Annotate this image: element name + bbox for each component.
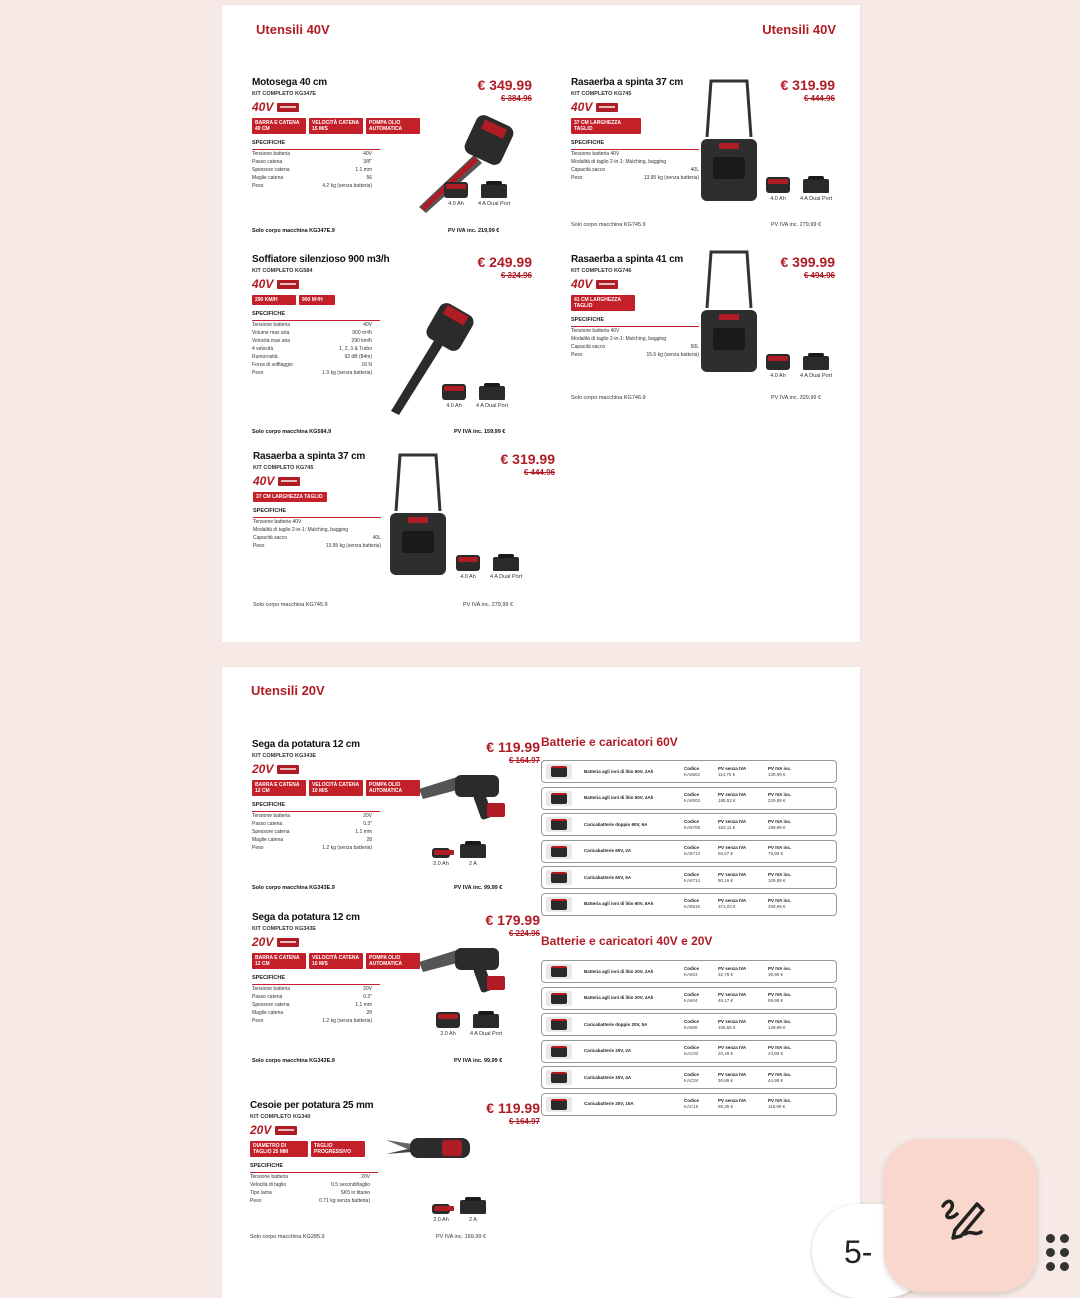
spec-row: Peso 1.2 kg (senza batteria) (252, 1018, 372, 1024)
battery-product-icon (546, 791, 572, 806)
acc-label: 4.0 Ah (460, 574, 476, 580)
price: € 319.99 (500, 451, 555, 467)
product-lawnmower-37 (571, 77, 851, 237)
acc-label: 2 A (469, 1217, 477, 1223)
battery-desc: Caricabatterie 20V, 4A (584, 1074, 632, 1080)
battery-desc: Batteria agli ioni di litio 60V, 2Ah (584, 768, 654, 774)
specs-title: SPECIFICHE (571, 317, 699, 327)
specs-title: SPECIFICHE (252, 140, 380, 150)
product-kit: KIT COMPLETO KG343E (252, 926, 317, 932)
voltage-label: 40V (252, 100, 274, 114)
battery-pack-icon (766, 177, 790, 193)
product-kit: KIT COMPLETO KG343E (252, 753, 317, 759)
battery-product-icon (546, 1097, 572, 1112)
battery-pack-icon (432, 1204, 450, 1214)
spec-row: Maglie catena 28 (252, 837, 372, 843)
battery-pvi: PV IVA inc. 59,99 € (768, 992, 792, 1003)
spec-row: Peso 0.71 kg senza batteria) (250, 1198, 370, 1204)
pruning-shears-image (382, 1128, 482, 1168)
product-pruning-saw-b (252, 912, 540, 1072)
charger-icon (460, 1200, 486, 1214)
battery-product-icon (546, 844, 572, 859)
charger-icon (460, 844, 486, 858)
battery-pv: PV senza IVA 65,57 € (718, 845, 747, 856)
price-iva: PV IVA inc. 279,99 € (771, 222, 822, 228)
charger-icon (481, 184, 507, 198)
battery-row (541, 987, 837, 1010)
price-iva: PV IVA inc. 219,99 € (448, 228, 500, 234)
acc-label: 4 A Dual Port (476, 403, 509, 409)
feature-badge: POMPA OLIO AUTOMATICA (366, 118, 420, 134)
price-iva: PV IVA inc. 279,99 € (463, 602, 514, 608)
product-name: Sega da potatura 12 cm (252, 739, 360, 750)
battery-code: Codice KA604 (684, 992, 700, 1003)
battery-pv: PV senza IVA 114,75 € (718, 765, 747, 777)
charger-icon (479, 386, 505, 400)
product-pruning-shears (250, 1100, 540, 1250)
voltage-label: 20V (252, 935, 274, 949)
battery-product-icon (546, 991, 572, 1006)
acc-label: 4.0 Ah (448, 201, 464, 207)
spec-row: Tipo lama SK5 in titanio (250, 1190, 370, 1196)
product-kit: KIT COMPLETO KG340 (250, 1114, 311, 1120)
price: € 179.99 (485, 912, 540, 928)
lawnmower-image (699, 77, 759, 212)
acc-label: 2 A (469, 861, 477, 867)
spec-row: Passo catena 0.3" (252, 994, 372, 1000)
battery-pvi: PV IVA inc. 79,99 € (768, 845, 792, 856)
acc-label: 4 A Dual Port (800, 196, 833, 202)
section-title-right: Utensili 40V (762, 22, 836, 37)
battery-pv: PV senza IVA 32,78 € (718, 965, 747, 977)
battery-desc: Batteria agli ioni di litio 20V, 2Ah (584, 968, 654, 974)
battery-pvi: PV IVA inc. 109,99 € (768, 871, 792, 883)
product-lawnmower-41 (571, 254, 851, 414)
price: € 119.99 (486, 1100, 540, 1116)
battery-code: Codice KA606 (684, 1018, 700, 1030)
battery-pack-icon (456, 555, 480, 571)
spec-row: Spessore catena 1.1 mm (252, 829, 372, 835)
battery-code: Codice KAC02 (684, 1045, 700, 1056)
battery-pvi: PV IVA inc. 44,99 € (768, 1071, 792, 1083)
acc-label: 4 A Dual Port (800, 373, 833, 379)
product-chainsaw (252, 77, 532, 237)
solo-corpo: Solo corpo macchina KG584.9 (252, 429, 332, 435)
drag-handle-icon[interactable] (1046, 1234, 1076, 1278)
battery-product-icon (546, 897, 572, 912)
battery-pv: PV senza IVA 90,16 € (718, 871, 747, 883)
feature-badge: 37 CM LARGHEZZA TAGLIO (571, 118, 641, 134)
price-iva: PV IVA inc. 159,99 € (454, 429, 506, 435)
spec-row: Modalità di taglio 2-in-1: Mulching, bagging (571, 159, 667, 165)
product-kit: KIT COMPLETO KG745 (571, 91, 632, 97)
battery-product-icon (546, 1044, 572, 1059)
battery-pvi: PV IVA inc. 119,99 € (768, 1098, 792, 1109)
spec-row: Peso 15.6 kg (senza batteria) (571, 352, 699, 358)
battery-row (541, 1093, 837, 1116)
spec-row: Spessore catena 1.1 mm (252, 1002, 372, 1008)
price-iva: PV IVA inc. 329,99 € (771, 395, 822, 401)
battery-code: Codice KA6708 (684, 818, 701, 830)
product-kit: KIT COMPLETO KG745 (253, 465, 314, 471)
price: € 349.99 (477, 77, 532, 93)
battery-icon (596, 280, 618, 289)
battery-pv: PV senza IVA 49,17 € (718, 992, 747, 1003)
battery-pack-icon (436, 1012, 460, 1028)
specs-title: SPECIFICHE (253, 508, 381, 518)
spec-row: Tensione batteria 40V (571, 328, 620, 334)
battery-desc: Batteria agli ioni di litio 20V, 4Ah (584, 995, 654, 1000)
spec-row: Tensione batteria 20V (252, 813, 372, 819)
voltage-label: 40V (571, 277, 593, 291)
spec-row: Forza di soffiaggio 16 N (252, 362, 372, 368)
voltage-label: 40V (253, 474, 275, 488)
spec-row: Tensione batteria 40V (253, 519, 302, 525)
old-price: € 164.97 (508, 1117, 540, 1126)
spec-row: Maglie catena 28 (252, 1010, 372, 1016)
acc-label: 4.0 Ah (446, 403, 462, 409)
acc-label: 4 A Dual Port (490, 574, 523, 580)
spec-row: Spessore catena 1.1 mm (252, 167, 372, 173)
voltage-label: 20V (252, 762, 274, 776)
charger-icon (493, 557, 519, 571)
price: € 119.99 (486, 739, 540, 755)
spec-row: Passo catena 0.3" (252, 821, 372, 827)
feature-badge: TAGLIO PROGRESSIVO (311, 1141, 365, 1157)
old-price: € 444.96 (803, 94, 835, 103)
feature-badge: VELOCITÀ CATENA 10 M/S (309, 780, 363, 796)
product-pruning-saw (252, 739, 540, 899)
battery-pack-icon (444, 182, 468, 198)
price-iva: PV IVA inc. 99,99 € (454, 885, 503, 891)
pen-scribble-icon (935, 1190, 987, 1242)
old-price: € 164.97 (508, 756, 540, 765)
battery-pv: PV senza IVA 371,03 € (718, 898, 747, 909)
battery-product-icon (546, 870, 572, 885)
feature-badge: DIAMETRO DI TAGLIO 25 MM (250, 1141, 308, 1157)
battery-desc: Caricabatterie 60V, 5A (584, 874, 632, 880)
page-indicator-label: 5- (844, 1234, 873, 1270)
battery-desc: Caricabatterie 60V, 2A (584, 848, 632, 853)
solo-corpo: Solo corpo macchina KG746.9 (571, 395, 646, 401)
solo-corpo: Solo corpo macchina KG343E.9 (252, 1058, 335, 1064)
battery-icon (277, 280, 299, 289)
feature-badge: 290 KM/H (252, 295, 296, 305)
battery-desc: Batteria agli ioni di litio 60V, 4Ah (584, 795, 654, 800)
specs-title: SPECIFICHE (252, 311, 380, 321)
specs-title: SPECIFICHE (252, 975, 380, 985)
lawnmower-image (388, 451, 448, 586)
section-title-20v: Utensili 20V (251, 683, 325, 698)
battery-product-icon (546, 817, 572, 832)
battery-icon (277, 765, 299, 774)
battery-product-icon (546, 1070, 572, 1085)
old-price: € 224.96 (508, 929, 540, 938)
solo-corpo: Solo corpo macchina KG347E.9 (252, 228, 335, 234)
price: € 319.99 (780, 77, 835, 93)
battery-pv: PV senza IVA 36,88 € (718, 1071, 747, 1083)
spec-row: Maglie catena 56 (252, 175, 372, 181)
battery-row (541, 960, 837, 983)
battery-code: Codice KAC04 (684, 1071, 700, 1083)
battery-icon (275, 1126, 297, 1135)
spec-row: Tensione batteria 20V (250, 1174, 370, 1180)
lawnmower-image (699, 248, 759, 383)
product-name: Cesoie per potatura 25 mm (250, 1100, 374, 1111)
battery-pvi: PV IVA inc. 199,99 € (768, 818, 792, 830)
spec-row: Capacità sacco 40L (571, 167, 699, 173)
old-price: € 384.96 (500, 94, 532, 103)
spec-row: Peso 1.2 kg (senza batteria) (252, 845, 372, 851)
spec-row: Modalità di taglio 2-in-1: Mulching, bagging (253, 527, 349, 533)
battery-pvi: PV IVA inc. 39,99 € (768, 965, 792, 977)
battery-row (541, 1040, 837, 1063)
feature-badge: POMPA OLIO AUTOMATICA (366, 953, 420, 969)
spec-row: Tensione batteria 40V (571, 151, 620, 157)
battery-desc: Caricabatterie 20V, 2A (584, 1048, 632, 1053)
battery-product-icon (546, 1017, 572, 1032)
battery-pvi: PV IVA inc. 139,99 € (768, 765, 792, 777)
product-name: Soffiatore silenzioso 900 m3/h (252, 254, 390, 265)
spec-row: Peso 13.95 kg (senza batteria) (571, 175, 699, 181)
battery-pv: PV senza IVA 163,11 € (718, 818, 747, 830)
product-name: Rasaerba a spinta 37 cm (253, 451, 366, 462)
solo-corpo: Solo corpo macchina KG745.9 (253, 602, 328, 608)
spec-row: Peso 4.2 kg (senza batteria) (252, 183, 372, 189)
battery-pack-icon (442, 384, 466, 400)
battery-desc: Batteria agli ioni di litio 60V, 6Ah (584, 901, 654, 906)
battery-pvi: PV IVA inc. 229,99 € (768, 792, 792, 803)
spec-row: Tensione batteria 40V (252, 151, 372, 157)
acc-label: 4.0 Ah (770, 373, 786, 379)
specs-title: SPECIFICHE (250, 1163, 378, 1173)
spec-row: Peso 1.9 kg (senza batteria) (252, 370, 372, 376)
charger-icon (803, 179, 829, 193)
battery-row (541, 893, 837, 916)
feature-badge: 900 M³/H (299, 295, 335, 305)
feature-badge: BARRA E CATENA 40 CM (252, 118, 306, 134)
feature-badge: VELOCITÀ CATENA 15 M/S (309, 118, 363, 134)
product-kit: KIT COMPLETO KG584 (252, 268, 313, 274)
battery-code: Codice KA6515 (684, 898, 701, 909)
product-kit: KIT COMPLETO KG347E (252, 91, 317, 97)
voltage-label: 40V (571, 100, 593, 114)
spec-row: Capacità sacco 50L (571, 344, 699, 350)
battery-code: Codice KAC15 (684, 1098, 700, 1109)
spec-row: Tensione batteria 20V (252, 986, 372, 992)
charger-icon (473, 1014, 499, 1028)
spec-row: Capacità sacco 40L (253, 535, 381, 541)
product-name: Rasaerba a spinta 37 cm (571, 77, 684, 88)
old-price: € 324.96 (500, 271, 532, 280)
specs-title: SPECIFICHE (252, 802, 380, 812)
product-blower (252, 254, 532, 434)
spec-row: Tensione batteria 40V (252, 322, 372, 328)
spec-row: Passo catena 3/8" (252, 159, 372, 165)
pruning-saw-image (417, 942, 517, 1002)
battery-icon (277, 103, 299, 112)
pruning-saw-image (417, 769, 517, 829)
product-name: Rasaerba a spinta 41 cm (571, 254, 684, 265)
battery-icon (596, 103, 618, 112)
catalog-page-2 (222, 667, 860, 1298)
battery-pack-icon (766, 354, 790, 370)
battery-row (541, 813, 837, 836)
battery-pv: PV senza IVA 20,49 € (718, 1045, 747, 1056)
edit-fab-button[interactable] (884, 1139, 1037, 1292)
feature-badge: VELOCITÀ CATENA 10 M/S (309, 953, 363, 969)
battery-product-icon (546, 964, 572, 979)
acc-label: 4 A Dual Port (470, 1031, 503, 1037)
price-iva: PV IVA inc. 99,99 € (454, 1058, 503, 1064)
feature-badge: 41 CM LARGHEZZA TAGLIO (571, 295, 635, 311)
feature-badge: 37 CM LARGHEZZA TAGLIO (253, 492, 327, 502)
price: € 249.99 (477, 254, 532, 270)
old-price: € 444.96 (523, 468, 555, 477)
solo-corpo: Solo corpo macchina KG285.9 (250, 1234, 325, 1240)
battery-row (541, 1013, 837, 1036)
battery-code: Codice KA6503 (684, 792, 701, 803)
battery-row (541, 840, 837, 863)
voltage-label: 20V (250, 1123, 272, 1137)
battery-pvi: PV IVA inc. 24,99 € (768, 1045, 792, 1056)
battery-code: Codice KA6714 (684, 871, 701, 883)
voltage-label: 40V (252, 277, 274, 291)
battery-pv: PV senza IVA 188,52 € (718, 792, 747, 803)
battery-product-icon (546, 764, 572, 779)
battery-icon (278, 477, 300, 486)
battery-icon (277, 938, 299, 947)
spec-row: Modalità di taglio 2-in-1: Mulching, bagging (571, 336, 667, 342)
battery-code: Codice KA603 (684, 965, 700, 977)
feature-badge: BARRA E CATENA 12 CM (252, 953, 306, 969)
spec-row: Peso 13.95 kg (senza batteria) (253, 543, 381, 549)
battery-code: Codice KA6713 (684, 845, 701, 856)
acc-label: 4.0 Ah (770, 196, 786, 202)
battery-desc: Caricabatterie 20V, 15A (584, 1101, 634, 1106)
solo-corpo: Solo corpo macchina KG745.9 (571, 222, 646, 228)
charger-icon (803, 356, 829, 370)
battery-row (541, 866, 837, 889)
batteries-60v-title: Batterie e caricatori 60V (541, 735, 678, 749)
batteries-40v-20v-title: Batterie e caricatori 40V e 20V (541, 934, 713, 948)
solo-corpo: Solo corpo macchina KG343E.9 (252, 885, 335, 891)
product-lawnmower-37-b (253, 451, 555, 611)
acc-label: 2.0 Ah (433, 861, 449, 867)
battery-row (541, 787, 837, 810)
product-name: Sega da potatura 12 cm (252, 912, 360, 923)
battery-pack-icon (432, 848, 450, 858)
acc-label: 2.0 Ah (440, 1031, 456, 1037)
spec-row: 4 velocità 1, 2, 3 & Turbo (252, 346, 372, 352)
acc-label: 2.0 Ah (433, 1217, 449, 1223)
battery-row (541, 1066, 837, 1089)
battery-row (541, 760, 837, 783)
feature-badge: BARRA E CATENA 12 CM (252, 780, 306, 796)
section-title-left: Utensili 40V (256, 22, 330, 37)
product-kit: KIT COMPLETO KG746 (571, 268, 632, 274)
price-iva: PV IVA inc. 169,99 € (436, 1234, 487, 1240)
spec-row: Volume max aria 900 m³/h (252, 330, 372, 336)
old-price: € 494.96 (803, 271, 835, 280)
catalog-page-1 (222, 5, 860, 642)
feature-badge: POMPA OLIO AUTOMATICA (366, 780, 420, 796)
spec-row: Velocità di taglio 0.5 secondi/taglio (250, 1182, 370, 1188)
battery-pv: PV senza IVA 98,35 € (718, 1098, 747, 1109)
battery-desc: Caricabatterie doppio 60V, 6A (584, 821, 648, 827)
acc-label: 4 A Dual Port (478, 201, 511, 207)
battery-pvi: PV IVA inc. 129,99 € (768, 1018, 792, 1030)
spec-row: Rumorosità 92 dB (84m) (252, 354, 372, 360)
specs-title: SPECIFICHE (571, 140, 699, 150)
spec-row: Velocità max aria 290 km/h (252, 338, 372, 344)
battery-pvi: PV IVA inc. 459,99 € (768, 898, 792, 909)
price: € 399.99 (780, 254, 835, 270)
battery-code: Codice KA6502 (684, 765, 701, 777)
battery-desc: Caricabatterie doppio 20V, 5A (584, 1021, 648, 1027)
battery-pv: PV senza IVA 106,55 € (718, 1018, 747, 1030)
product-name: Motosega 40 cm (252, 77, 328, 88)
